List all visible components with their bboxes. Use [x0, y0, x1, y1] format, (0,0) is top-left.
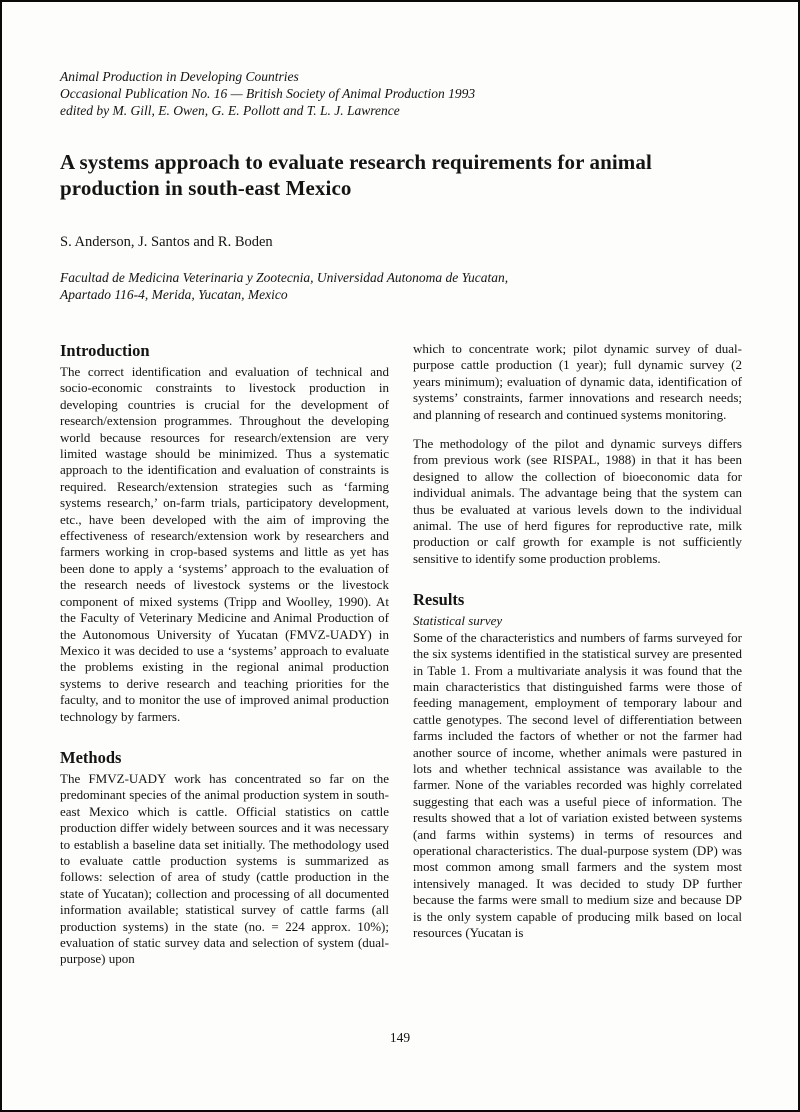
right-column [413, 341, 742, 968]
affiliation-line-1: Facultad de Medicina Veterinaria y Zootecnia, Universidad Autonoma de Yucatan, [60, 270, 509, 285]
affiliation [60, 269, 742, 303]
introduction-paragraph: The correct identification and evaluation of technical and socio-economic constraints to livestock production in developing countries is crucial for the development of research/extension programmes. Throughout the developing world because resources for research/extension are very limited wastage should be minimized. Thus a systematic approach to the identification and evaluation of constraints is required. Research/extension strategies such as ‘farming systems research,’ on-farm trials, participatory development, etc., have been developed with the aim of improving the effectiveness of research/extension work by researchers and farmers working in crop-based systems and little as yet has been done to apply a ‘systems’ approach to the evaluation of the research needs of livestock systems or the livestock component of mixed systems (Tripp and Woolley, 1990). At the Faculty of Veterinary Medicine and Animal Production of the Autonomous University of Yucatan (FMVZ-UADY) in Mexico it was decided to use a ‘systems’ approach to evaluate the problems existing in the regional animal production systems to derive research and teaching priorities for the faculty, and to monitor the use of improved animal production technology by farmers. [60, 364, 389, 724]
authors-line: S. Anderson, J. Santos and R. Boden [60, 234, 273, 250]
two-column-body [60, 341, 742, 968]
publication-series: Animal Production in Developing Countries [60, 69, 299, 84]
results-heading: Results [413, 590, 465, 610]
page-content [60, 2, 742, 968]
methods-paragraph: The FMVZ-UADY work has concentrated so far on the predominant species of the animal production system in south-east Mexico which is cattle. Official statistics on cattle production differ widely between sources and it was necessary to establish a baseline data set initially. The methodology used to evaluate cattle production systems is summarized as follows: selection of area of study (cattle production in the state of Yucatan); collection and processing of all documented information available; statistical survey of cattle farms (all production systems) in the state (no. = 224 approx. 10%); evaluation of static survey data and selection of system (dual-purpose) upon [60, 770, 389, 967]
publication-issue: Occasional Publication No. 16 — British Society of Animal Production 1993 [60, 86, 476, 101]
results-paragraph: Some of the characteristics and numbers of farms surveyed for the six systems identified in the statistical survey are presented in Table 1. From a multivariate analysis it was found that the main characteristics that distinguished farms were those of feeding management, employment of temporary labour and cattle genotypes. The second level of differentiation between farms included the factors of whether or not the farmer had another source of income, whether animals were pastured in lots and whether technical assistance was available to the farmer. None of the variables recorded was highly correlated suggesting that each was a useful piece of information. The results showed that a lot of variation existed between systems (and farms within systems) in terms of resources and operational characteristics. The dual-purpose system (DP) was most common among small farmers and the system most intensively managed. It was decided to study DP further because the farms were small to medium size and because DP is the only system capable of producing milk based on local resources (Yucatan is [413, 629, 742, 940]
methods-heading: Methods [60, 747, 122, 767]
publication-editors: edited by M. Gill, E. Owen, G. E. Pollott and T. L. J. Lawrence [60, 103, 400, 118]
affiliation-line-2: Apartado 116-4, Merida, Yucatan, Mexico [60, 287, 288, 302]
publication-header [60, 68, 742, 119]
methods-continuation-paragraph: which to concentrate work; pilot dynamic survey of dual-purpose cattle production (1 year); full dynamic survey (2 years minimum); evaluation of dynamic data, identification of systems’ constraints, farmer innovations and research needs; and planning of research and continued systems monitoring. [413, 341, 742, 422]
results-subheading: Statistical survey [413, 613, 503, 629]
page-number: 149 [389, 1030, 411, 1045]
introduction-heading: Introduction [60, 341, 150, 360]
methodology-paragraph: The methodology of the pilot and dynamic surveys differs from previous work (see RISPAL, 1988) in that it has been designed to allow the collection of bioeconomic data for individual animals. The advantage being that the system can thus be evaluated at various levels down to the individual animal. The use of herd figures for reproductive rate, milk production or calf growth for example is not sufficiently sensitive to identify some production problems. [413, 436, 742, 566]
left-column [60, 341, 389, 968]
paper-title: A systems approach to evaluate research requirements for animal production in south-east Mexico [60, 150, 652, 200]
